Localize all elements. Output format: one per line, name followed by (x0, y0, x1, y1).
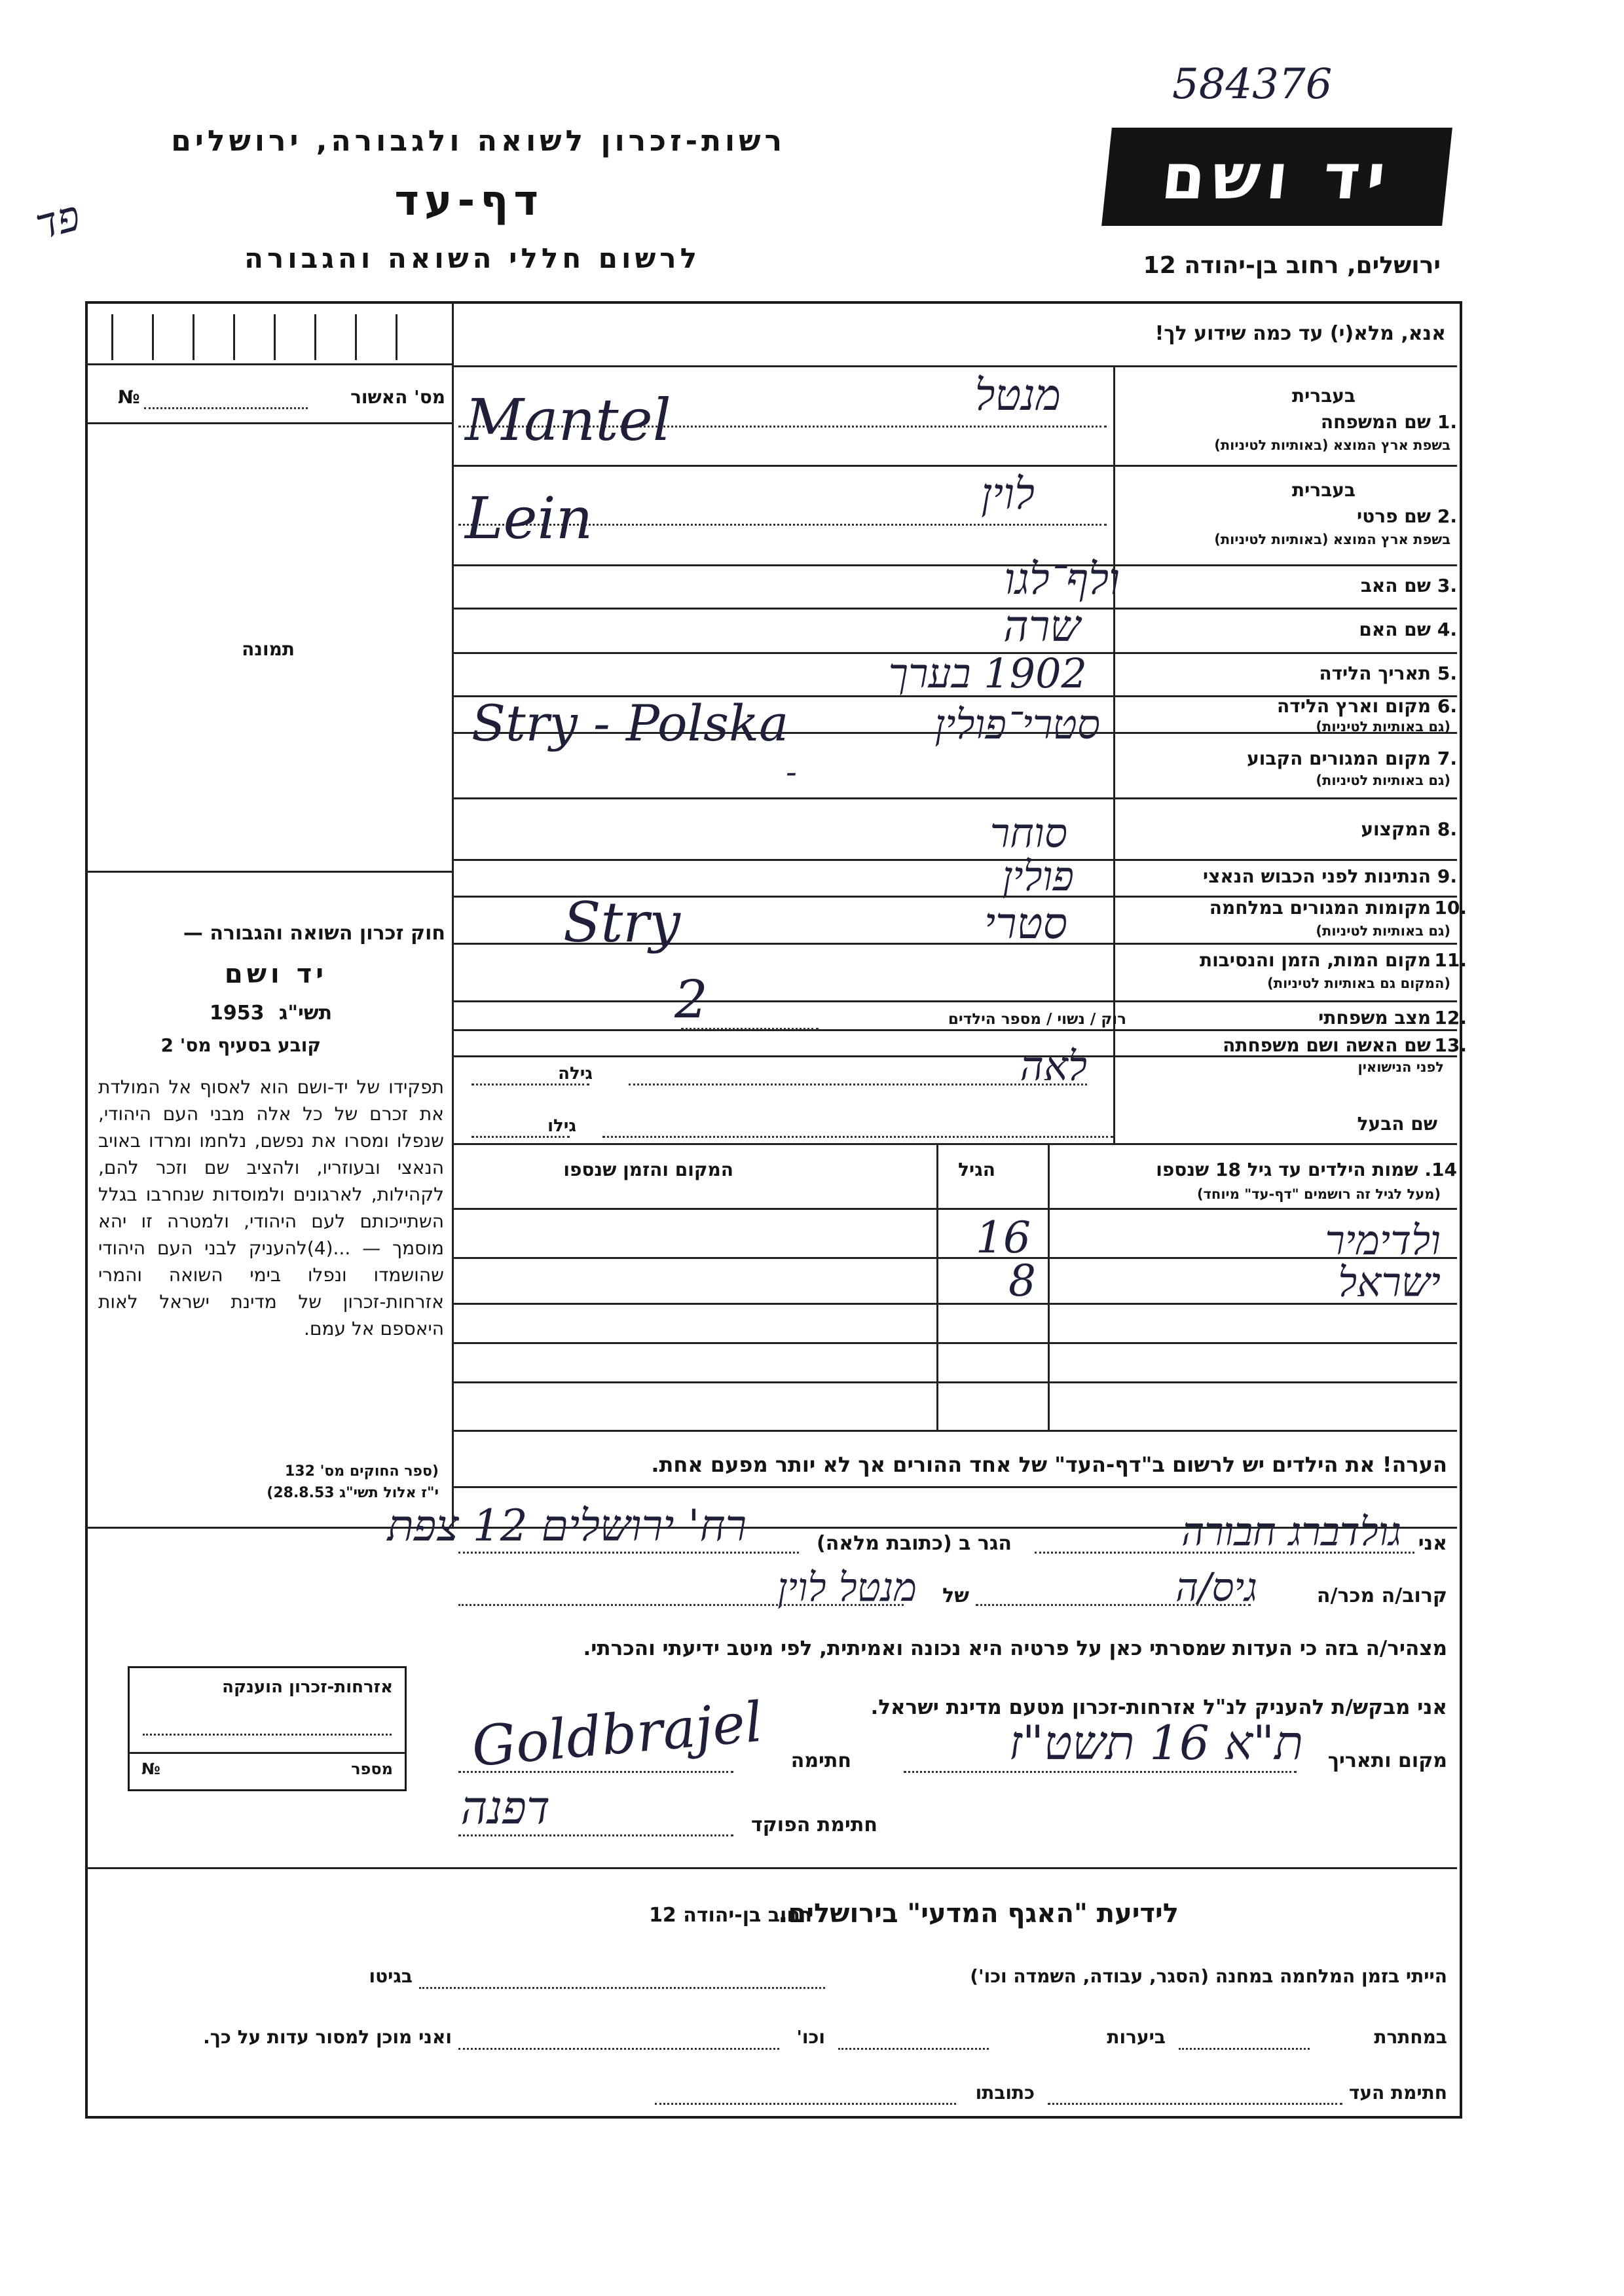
field-5-label: תאריך הלידה (1319, 663, 1431, 684)
form-subtitle: לרשום חללי השואה והגבורה (244, 242, 701, 274)
declaration-name: גולדברג חבורה (1181, 1509, 1401, 1555)
place-date-label: מקום ותאריך (1327, 1749, 1447, 1772)
field-2-value-latin: Lein (465, 484, 593, 552)
registry-label: מס' האשור (350, 386, 445, 408)
field-1-value-hebrew: מנטל (974, 370, 1061, 420)
field-4-number: 4. (1437, 619, 1457, 640)
field-8-label: המקצוע (1361, 818, 1431, 840)
declaration-of-value: מנטל לוין (777, 1565, 917, 1611)
declaration-request: אני מבקש/ת להעניק לנ"ל אזרחות-זכרון מטעם מדינת ישראל. (870, 1696, 1447, 1719)
law-year-hebrew: תשי"ג (278, 1002, 333, 1025)
citizenship-number-label: מספר (351, 1760, 393, 1778)
bottom-line3-b: כתובתו (975, 2082, 1035, 2104)
field-11-number: 11. (1434, 949, 1467, 971)
declaration-i-label: אני (1418, 1532, 1447, 1555)
bottom-line3-a: חתימת העד (1348, 2082, 1447, 2104)
field-6-number: 6. (1437, 695, 1457, 717)
field-13-label: שם האשה ושם משפחתה (1223, 1034, 1431, 1056)
declaration-relation: גיס/ה (1175, 1565, 1257, 1611)
field-5-number: 5. (1437, 663, 1457, 684)
field-10-value-hebrew: סטרי (984, 898, 1067, 949)
husband-age-label: גילו (547, 1116, 576, 1136)
field-6-sub: (גם באותיות לטיניות) (1316, 719, 1450, 735)
children-col-age: הגיל (958, 1159, 995, 1180)
field-3-number: 3. (1437, 575, 1457, 596)
field-4-label: שם האם (1359, 619, 1431, 640)
field-12-label: מצב משפחתי (1318, 1007, 1431, 1029)
bottom-line2-b: ביערות (1107, 2026, 1166, 2048)
signature-value: Goldbrajel (469, 1689, 766, 1779)
field-1-hebrew: בעברית (1291, 385, 1356, 407)
address: ירושלים, רחוב בן-יהודה 12 (1143, 252, 1441, 279)
child-age: 16 (976, 1212, 1031, 1263)
declaration-resides-label: הגר ב (כתובת מלאה) (816, 1532, 1012, 1555)
field-1-number: 1. (1437, 411, 1457, 433)
field-6-value-hebrew: סטרי־פולין (934, 701, 1100, 748)
children-count: 2 (674, 969, 708, 1030)
bottom-line1: הייתי בזמן המלחמה במחנה (הסגר, עבודה, השמדה וכו') (970, 1965, 1447, 1987)
field-1-label: שם המשפחה (1320, 411, 1431, 433)
citizenship-box-title: אזרחות-זכרון הוענקה (222, 1677, 393, 1697)
child-name: ישראל (1338, 1258, 1441, 1306)
field-7-label: מקום המגורים הקבוע (1247, 748, 1431, 769)
officer-label: חתימת הפוקד (751, 1813, 877, 1836)
field-10-value-latin: Stry (563, 890, 680, 955)
field-6-value-latin: Stry - Polska (471, 694, 789, 752)
note-text: הערה! את הילדים יש לרשום ב"דף-העד" של אחד ההורים אך לא יותר מפעם אחת. (651, 1452, 1447, 1477)
bottom-line2-end: ואני מוכן למסור עדות על כך. (203, 2026, 452, 2048)
family-status-options: רוק / נשוי / מספר הילדים (948, 1011, 1126, 1028)
declaration-address: רח' ירושלים 12 צפת (387, 1501, 747, 1551)
bottom-line2-c: וכו' (796, 2026, 825, 2048)
law-section: קובע בסעיף מס' 2 (160, 1034, 321, 1056)
field-9-value: פולין (1002, 852, 1074, 900)
field-12-number: 12. (1434, 1007, 1467, 1029)
wife-age-label: גילה (558, 1064, 593, 1084)
law-year-number: 1953 (210, 1002, 265, 1025)
margin-mark: פד (30, 191, 86, 250)
field-7-sub: (גם באותיות לטיניות) (1316, 773, 1450, 788)
field-2-label: שם פרטי (1356, 505, 1431, 527)
law-text: תפקידו של יד-ושם הוא לאסוף אל המולדת את זכרם של כל אלה מבני העם היהודי, שנפלו ומסרו את נפשם, נלחמו ומרדו באויב הנאצי ובעוזריו, ולהציב שם וזכר להם, לקהילות, לארגונים ולמוסדות שנחרבו בגלל השתייכותם לעם היהודי, ולמטרה זו יהא מוסמך — ...(4)להעניק לבני העם היהודי שהושמדו ונפלו בימי השואה והמרי אזרחות-זכרון של מדינת ישראל לאות היאספם אל עמם. (98, 1076, 444, 1339)
field-10-number: 10. (1434, 897, 1467, 919)
yad-vashem-logo (1101, 128, 1452, 226)
wife-name-value: לאה (1020, 1042, 1087, 1090)
declaration-statement: מצהיר/ה בזה כי העדות שמסרתי כאן על פרטיה היא נכונה ואמיתית, לפי מיטב ידיעתי והכרתי. (583, 1637, 1447, 1660)
logo-text: יד ושם (1158, 140, 1396, 213)
photo-label: תמונה (242, 638, 295, 660)
instruction-text: אנא, מלא(י) עד כמה שידוע לך! (1154, 322, 1446, 345)
children-heading-note: (מעל לגיל זה רושמים "דף-עד" מיוחד) (1196, 1186, 1441, 1202)
archive-number: 584376 (1172, 60, 1333, 109)
children-heading: 14. שמות הילדים עד גיל 18 שנספו (1156, 1159, 1457, 1180)
registry-no-label: № (118, 386, 140, 408)
field-8-number: 8. (1437, 818, 1457, 840)
field-11-sub: (המקום גם באותיות לטיניות) (1267, 975, 1450, 991)
child-age: 8 (1008, 1256, 1036, 1306)
field-13-sub: לפני הנישואין (1357, 1059, 1444, 1075)
field-10-label: מקומות המגורים במלחמה (1209, 897, 1431, 919)
field-2-value-hebrew: לוין (981, 469, 1035, 519)
field-1-sub: בשפת ארץ המוצא (באותיות לטיניות) (1214, 437, 1450, 453)
officer-signature: דפנה (460, 1781, 550, 1834)
field-7-number: 7. (1437, 748, 1457, 769)
place-date-value: ת"א 16 תשט"ז (1008, 1715, 1303, 1770)
field-11-label: מקום המות, הזמן והנסיבות (1199, 949, 1431, 971)
law-name: יד ושם (224, 959, 327, 989)
field-3-value: ולף־לגו (1004, 554, 1120, 604)
law-title: חוק זכרון השואה והגבורה — (183, 922, 445, 945)
law-reference: (ספר החוקים מס' 132 (284, 1463, 439, 1480)
husband-label: שם הבעל (1357, 1113, 1437, 1135)
signature-label: חתימה (790, 1749, 851, 1772)
form-title: דף-עד (394, 177, 544, 225)
citizenship-box (128, 1666, 407, 1791)
field-13-number: 13. (1434, 1034, 1467, 1056)
field-3-label: שם האב (1360, 575, 1431, 596)
children-col-place: המקום והזמן שנספו (563, 1159, 733, 1180)
field-2-number: 2. (1437, 505, 1457, 527)
field-6-label: מקום וארץ הלידה (1277, 695, 1431, 717)
citizenship-no-label: № (141, 1760, 160, 1778)
institution-name: רשות-זכרון לשואה ולגבורה, ירושלים (171, 124, 786, 158)
law-reference-date: י"ז אלול תשי"ג 28.8.53) (267, 1485, 439, 1501)
bottom-line1-end: בגיטו (369, 1965, 413, 1987)
field-2-hebrew: בעברית (1291, 479, 1356, 501)
bottom-title: לידיעת "האגף המדעי" בירושלים. (778, 1899, 1179, 1929)
declaration-of-label: של (942, 1584, 969, 1607)
child-name: ולדימיר (1325, 1216, 1441, 1264)
field-8-value: סוחר (989, 809, 1067, 857)
field-5-value: 1902 בערך (888, 649, 1087, 697)
field-10-sub: (גם באותיות לטיניות) (1316, 923, 1450, 939)
law-year (210, 1002, 332, 1025)
field-7-value: - (786, 753, 797, 791)
field-9-number: 9. (1437, 866, 1457, 887)
field-9-label: הנתינות לפני הכבוש הנאצי (1202, 866, 1431, 887)
field-4-value: שרה (1003, 601, 1080, 651)
bottom-line2-a: במחתרת (1374, 2026, 1447, 2048)
field-2-sub: בשפת ארץ המוצא (באותיות לטיניות) (1214, 532, 1450, 547)
declaration-relation-label: קרוב/ה מכר/ה (1316, 1584, 1447, 1607)
field-1-value-latin: Mantel (465, 386, 671, 454)
bottom-address: רחוב בן-יהודה 12 (649, 1904, 812, 1927)
